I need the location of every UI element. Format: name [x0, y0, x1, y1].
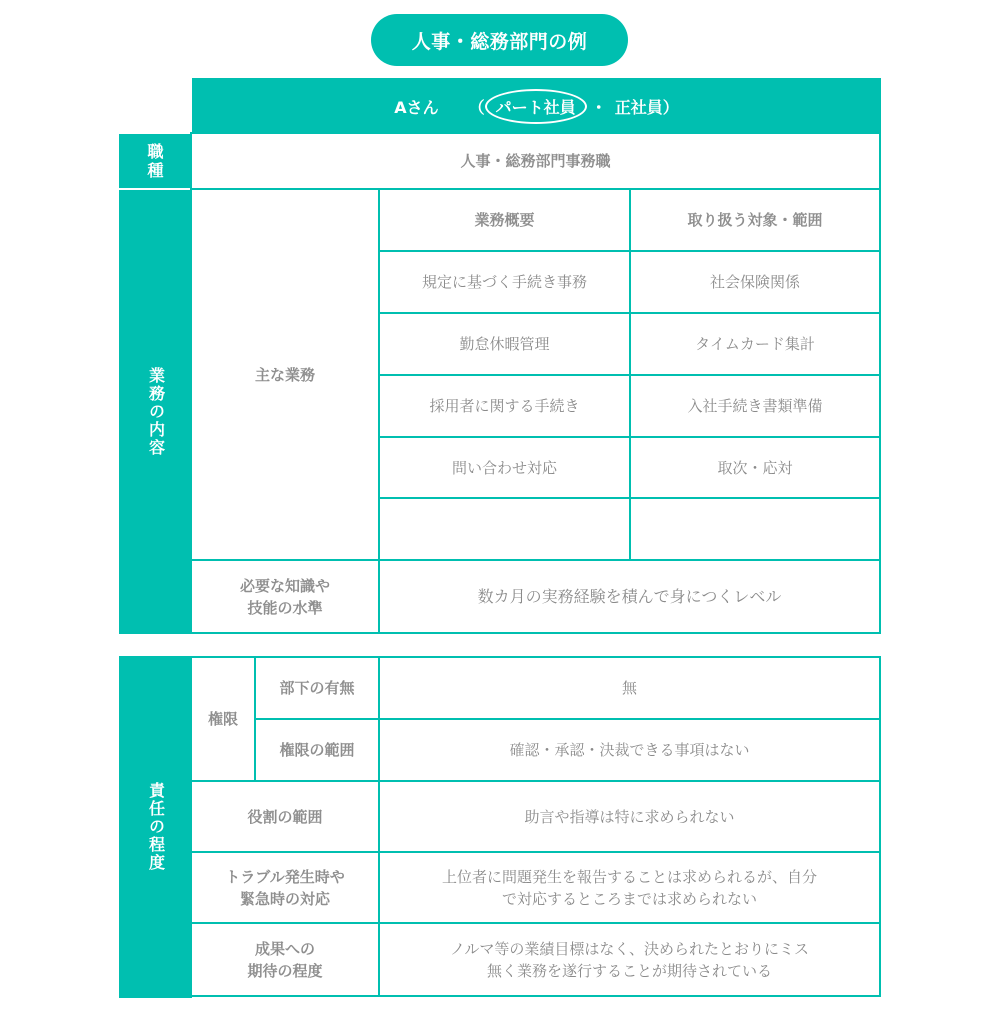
job-type-value: 人事・総務部門事務職 — [190, 132, 881, 190]
subordinates-label: 部下の有無 — [254, 656, 380, 720]
person-name: Aさん — [394, 97, 439, 117]
work-content-label: 業務の内容 — [119, 190, 192, 634]
expectation-label: 成果への 期待の程度 — [190, 922, 380, 997]
skill-level-label: 必要な知識や 技能の水準 — [190, 559, 380, 634]
authority-scope-value: 確認・承認・決裁できる事項はない — [378, 718, 881, 782]
column-header-scope: 取り扱う対象・範囲 — [629, 188, 881, 252]
duty-scope-cell: 取次・応対 — [629, 436, 881, 499]
job-type-label: 職種 — [119, 134, 192, 188]
responsibility-label: 責任の程度 — [119, 656, 192, 998]
employee-type-header — [192, 78, 881, 134]
close-paren: ） — [662, 97, 679, 117]
duty-overview-cell: 勤怠休暇管理 — [378, 312, 631, 376]
page-title: 人事・総務部門の例 — [371, 14, 628, 66]
duty-scope-cell-empty — [629, 497, 881, 561]
authority-label: 権限 — [190, 656, 256, 782]
duty-overview-cell-empty — [378, 497, 631, 561]
trouble-response-label: トラブル発生時や 緊急時の対応 — [190, 851, 380, 924]
role-scope-value: 助言や指導は特に求められない — [378, 780, 881, 853]
duty-overview-cell: 採用者に関する手続き — [378, 374, 631, 438]
authority-scope-label: 権限の範囲 — [254, 718, 380, 782]
skill-level-value: 数カ月の実務経験を積んで身につくレベル — [378, 559, 881, 634]
expectation-value: ノルマ等の業績目標はなく、決められたとおりにミス 無く業務を遂行することが期待されている — [378, 922, 881, 997]
subordinates-value: 無 — [378, 656, 881, 720]
duty-scope-cell: タイムカード集計 — [629, 312, 881, 376]
main-duties-label: 主な業務 — [190, 188, 380, 561]
duty-overview-cell: 問い合わせ対応 — [378, 436, 631, 499]
column-header-overview: 業務概要 — [378, 188, 631, 252]
type-separator: ・ — [590, 97, 607, 117]
role-scope-label: 役割の範囲 — [190, 780, 380, 853]
other-employee-type: 正社員 — [614, 97, 663, 117]
selected-employee-type: パート社員 — [485, 89, 587, 124]
open-paren: （ — [468, 97, 485, 117]
duty-scope-cell: 社会保険関係 — [629, 250, 881, 314]
duty-scope-cell: 入社手続き書類準備 — [629, 374, 881, 438]
duty-overview-cell: 規定に基づく手続き事務 — [378, 250, 631, 314]
trouble-response-value: 上位者に問題発生を報告することは求められるが、自分 で対応するところまでは求められない — [378, 851, 881, 924]
